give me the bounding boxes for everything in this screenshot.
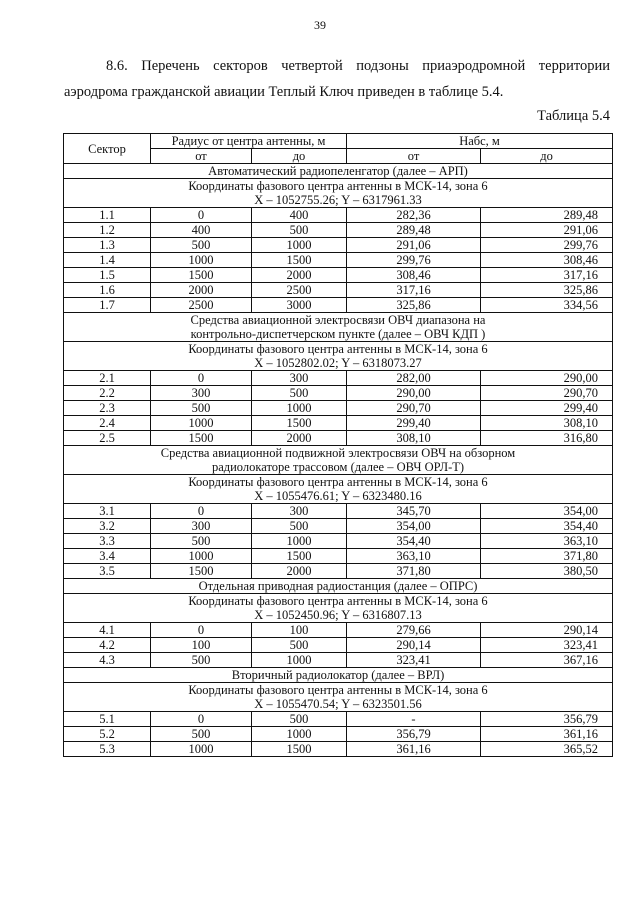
cell-sector: 4.1 (64, 623, 151, 638)
cell-height-to: 356,79 (481, 712, 613, 727)
group-title (64, 579, 613, 594)
table-row (64, 238, 613, 253)
cell-radius-to: 500 (252, 519, 347, 534)
cell-height-to: 361,16 (481, 727, 613, 742)
cell-sector: 4.2 (64, 638, 151, 653)
cell-height-from: 282,00 (347, 371, 481, 386)
cell-height-from: 363,10 (347, 549, 481, 564)
table-row (64, 564, 613, 579)
cell-radius-from: 400 (151, 223, 252, 238)
cell-height-from: 290,70 (347, 401, 481, 416)
cell-height-from: - (347, 712, 481, 727)
table-row (64, 386, 613, 401)
cell-sector: 1.7 (64, 298, 151, 313)
cell-sector: 4.3 (64, 653, 151, 668)
cell-sector: 2.5 (64, 431, 151, 446)
cell-height-to: 354,00 (481, 504, 613, 519)
header-radius-from: от (151, 149, 252, 164)
group-coords-line: Координаты фазового центра антенны в МСК-14, зона 6 (188, 475, 488, 489)
cell-sector: 1.4 (64, 253, 151, 268)
table-row (64, 371, 613, 386)
cell-height-to: 365,52 (481, 742, 613, 757)
header-height: Набс, м (347, 134, 613, 149)
cell-height-to: 299,40 (481, 401, 613, 416)
cell-radius-from: 500 (151, 401, 252, 416)
header-radius: Радиус от центра антенны, м (151, 134, 347, 149)
table-row (64, 431, 613, 446)
group-title-line: контрольно-диспетчерском пункте (далее – ОВЧ КДП ) (190, 327, 486, 341)
cell-radius-to: 1000 (252, 653, 347, 668)
group-coords-row (64, 594, 613, 623)
cell-radius-from: 500 (151, 238, 252, 253)
cell-height-to: 308,10 (481, 416, 613, 431)
table-row (64, 268, 613, 283)
group-title-line: Отдельная приводная радиостанция (далее – ОПРС) (198, 579, 478, 593)
cell-radius-to: 100 (252, 623, 347, 638)
table-row (64, 253, 613, 268)
header-sector: Сектор (64, 134, 151, 164)
group-coords-line: X – 1052755.26; Y – 6317961.33 (254, 193, 422, 207)
table-row (64, 416, 613, 431)
cell-radius-to: 2000 (252, 431, 347, 446)
table-row (64, 549, 613, 564)
cell-height-from: 290,14 (347, 638, 481, 653)
group-coords (64, 594, 613, 623)
cell-height-from: 356,79 (347, 727, 481, 742)
cell-radius-to: 1500 (252, 253, 347, 268)
cell-sector: 5.2 (64, 727, 151, 742)
cell-radius-from: 1000 (151, 253, 252, 268)
cell-height-from: 371,80 (347, 564, 481, 579)
group-coords (64, 179, 613, 208)
cell-sector: 2.1 (64, 371, 151, 386)
group-title-line: Автоматический радиопеленгатор (далее – АРП) (208, 164, 468, 178)
cell-height-to: 308,46 (481, 253, 613, 268)
cell-radius-from: 2000 (151, 283, 252, 298)
cell-sector: 1.5 (64, 268, 151, 283)
group-title (64, 164, 613, 179)
group-title-line: радиолокаторе трассовом (далее – ОВЧ ОРЛ-Т) (211, 460, 465, 474)
cell-sector: 1.1 (64, 208, 151, 223)
table-row (64, 638, 613, 653)
cell-radius-from: 500 (151, 727, 252, 742)
group-title (64, 668, 613, 683)
cell-height-from: 325,86 (347, 298, 481, 313)
cell-radius-from: 1500 (151, 431, 252, 446)
cell-radius-from: 1000 (151, 416, 252, 431)
cell-height-from: 308,10 (347, 431, 481, 446)
cell-radius-to: 1500 (252, 742, 347, 757)
cell-radius-to: 400 (252, 208, 347, 223)
cell-radius-to: 1000 (252, 238, 347, 253)
table-row (64, 623, 613, 638)
cell-height-from: 299,40 (347, 416, 481, 431)
cell-radius-from: 0 (151, 208, 252, 223)
header-height-from: от (347, 149, 481, 164)
cell-sector: 1.6 (64, 283, 151, 298)
cell-height-to: 291,06 (481, 223, 613, 238)
table-row (64, 653, 613, 668)
cell-radius-from: 1000 (151, 549, 252, 564)
sectors-table (63, 133, 613, 757)
cell-sector: 3.2 (64, 519, 151, 534)
table-row (64, 712, 613, 727)
group-coords-line: Координаты фазового центра антенны в МСК-14, зона 6 (188, 594, 488, 608)
group-title (64, 313, 613, 342)
cell-radius-to: 300 (252, 371, 347, 386)
cell-height-from: 317,16 (347, 283, 481, 298)
cell-height-to: 290,70 (481, 386, 613, 401)
cell-radius-to: 300 (252, 504, 347, 519)
cell-radius-to: 2500 (252, 283, 347, 298)
cell-height-from: 354,40 (347, 534, 481, 549)
cell-height-to: 380,50 (481, 564, 613, 579)
cell-height-to: 290,14 (481, 623, 613, 638)
cell-radius-from: 0 (151, 623, 252, 638)
cell-radius-to: 1000 (252, 534, 347, 549)
group-title-row (64, 446, 613, 475)
table-row (64, 742, 613, 757)
group-title-row (64, 164, 613, 179)
cell-radius-to: 1500 (252, 416, 347, 431)
cell-radius-from: 500 (151, 534, 252, 549)
cell-height-to: 325,86 (481, 283, 613, 298)
cell-sector: 2.4 (64, 416, 151, 431)
cell-sector: 5.3 (64, 742, 151, 757)
cell-height-to: 354,40 (481, 519, 613, 534)
table-body (64, 164, 613, 757)
cell-radius-to: 1000 (252, 401, 347, 416)
cell-height-from: 290,00 (347, 386, 481, 401)
cell-sector: 5.1 (64, 712, 151, 727)
intro-line-2: аэродрома гражданской авиации Теплый Ключ приведен в таблице 5.4. (64, 84, 504, 100)
cell-height-from: 361,16 (347, 742, 481, 757)
group-coords-line: X – 1052802.02; Y – 6318073.27 (254, 356, 422, 370)
cell-radius-from: 500 (151, 653, 252, 668)
group-title-line: Средства авиационной подвижной электросвязи ОВЧ на обзорном (160, 446, 516, 460)
cell-sector: 2.2 (64, 386, 151, 401)
group-title-row (64, 579, 613, 594)
cell-height-to: 290,00 (481, 371, 613, 386)
cell-height-to: 323,41 (481, 638, 613, 653)
cell-radius-to: 500 (252, 638, 347, 653)
cell-radius-from: 300 (151, 519, 252, 534)
cell-radius-from: 300 (151, 386, 252, 401)
cell-radius-to: 1000 (252, 727, 347, 742)
group-coords-line: Координаты фазового центра антенны в МСК-14, зона 6 (188, 342, 488, 356)
cell-height-from: 354,00 (347, 519, 481, 534)
group-title (64, 446, 613, 475)
cell-radius-to: 2000 (252, 268, 347, 283)
group-coords-row (64, 179, 613, 208)
table-row (64, 727, 613, 742)
group-coords-line: X – 1055476.61; Y – 6323480.16 (254, 489, 422, 503)
cell-radius-from: 1000 (151, 742, 252, 757)
intro-line-1: 8.6. Перечень секторов четвертой подзоны приаэродромной территории (106, 58, 610, 74)
cell-sector: 3.4 (64, 549, 151, 564)
group-coords-line: Координаты фазового центра антенны в МСК-14, зона 6 (188, 683, 488, 697)
cell-height-from: 282,36 (347, 208, 481, 223)
cell-radius-from: 1500 (151, 268, 252, 283)
group-title-row (64, 313, 613, 342)
header-height-to: до (481, 149, 613, 164)
cell-height-from: 299,76 (347, 253, 481, 268)
cell-height-from: 289,48 (347, 223, 481, 238)
group-title-line: Средства авиационной электросвязи ОВЧ диапазона на (190, 313, 486, 327)
page-number: 39 (314, 18, 326, 32)
group-coords-line: Координаты фазового центра антенны в МСК-14, зона 6 (188, 179, 488, 193)
cell-height-to: 363,10 (481, 534, 613, 549)
group-coords (64, 475, 613, 504)
group-coords-line: X – 1055470.54; Y – 6323501.56 (254, 697, 422, 711)
cell-height-from: 279,66 (347, 623, 481, 638)
cell-height-to: 317,16 (481, 268, 613, 283)
cell-sector: 1.3 (64, 238, 151, 253)
group-title-row (64, 668, 613, 683)
cell-radius-to: 2000 (252, 564, 347, 579)
table-caption: Таблица 5.4 (537, 108, 610, 124)
cell-sector: 3.3 (64, 534, 151, 549)
table-row (64, 223, 613, 238)
cell-height-to: 316,80 (481, 431, 613, 446)
cell-height-to: 299,76 (481, 238, 613, 253)
cell-radius-to: 500 (252, 223, 347, 238)
group-coords (64, 683, 613, 712)
table-row (64, 283, 613, 298)
table-row (64, 401, 613, 416)
cell-radius-from: 100 (151, 638, 252, 653)
cell-radius-from: 0 (151, 504, 252, 519)
cell-height-from: 308,46 (347, 268, 481, 283)
cell-radius-to: 3000 (252, 298, 347, 313)
group-title-line: Вторичный радиолокатор (далее – ВРЛ) (231, 668, 445, 682)
table-row (64, 519, 613, 534)
cell-height-to: 367,16 (481, 653, 613, 668)
header-radius-to: до (252, 149, 347, 164)
table-row (64, 504, 613, 519)
group-coords-row (64, 342, 613, 371)
cell-radius-to: 500 (252, 712, 347, 727)
cell-sector: 2.3 (64, 401, 151, 416)
cell-radius-from: 0 (151, 371, 252, 386)
table-row (64, 298, 613, 313)
cell-height-from: 291,06 (347, 238, 481, 253)
cell-sector: 1.2 (64, 223, 151, 238)
cell-height-from: 323,41 (347, 653, 481, 668)
table-row (64, 208, 613, 223)
group-coords (64, 342, 613, 371)
group-coords-line: X – 1052450.96; Y – 6316807.13 (254, 608, 422, 622)
cell-radius-from: 0 (151, 712, 252, 727)
cell-radius-from: 2500 (151, 298, 252, 313)
cell-height-to: 334,56 (481, 298, 613, 313)
cell-height-to: 289,48 (481, 208, 613, 223)
group-coords-row (64, 683, 613, 712)
group-coords-row (64, 475, 613, 504)
cell-radius-to: 500 (252, 386, 347, 401)
cell-radius-to: 1500 (252, 549, 347, 564)
cell-radius-from: 1500 (151, 564, 252, 579)
table-row (64, 534, 613, 549)
cell-sector: 3.1 (64, 504, 151, 519)
cell-height-from: 345,70 (347, 504, 481, 519)
cell-height-to: 371,80 (481, 549, 613, 564)
cell-sector: 3.5 (64, 564, 151, 579)
